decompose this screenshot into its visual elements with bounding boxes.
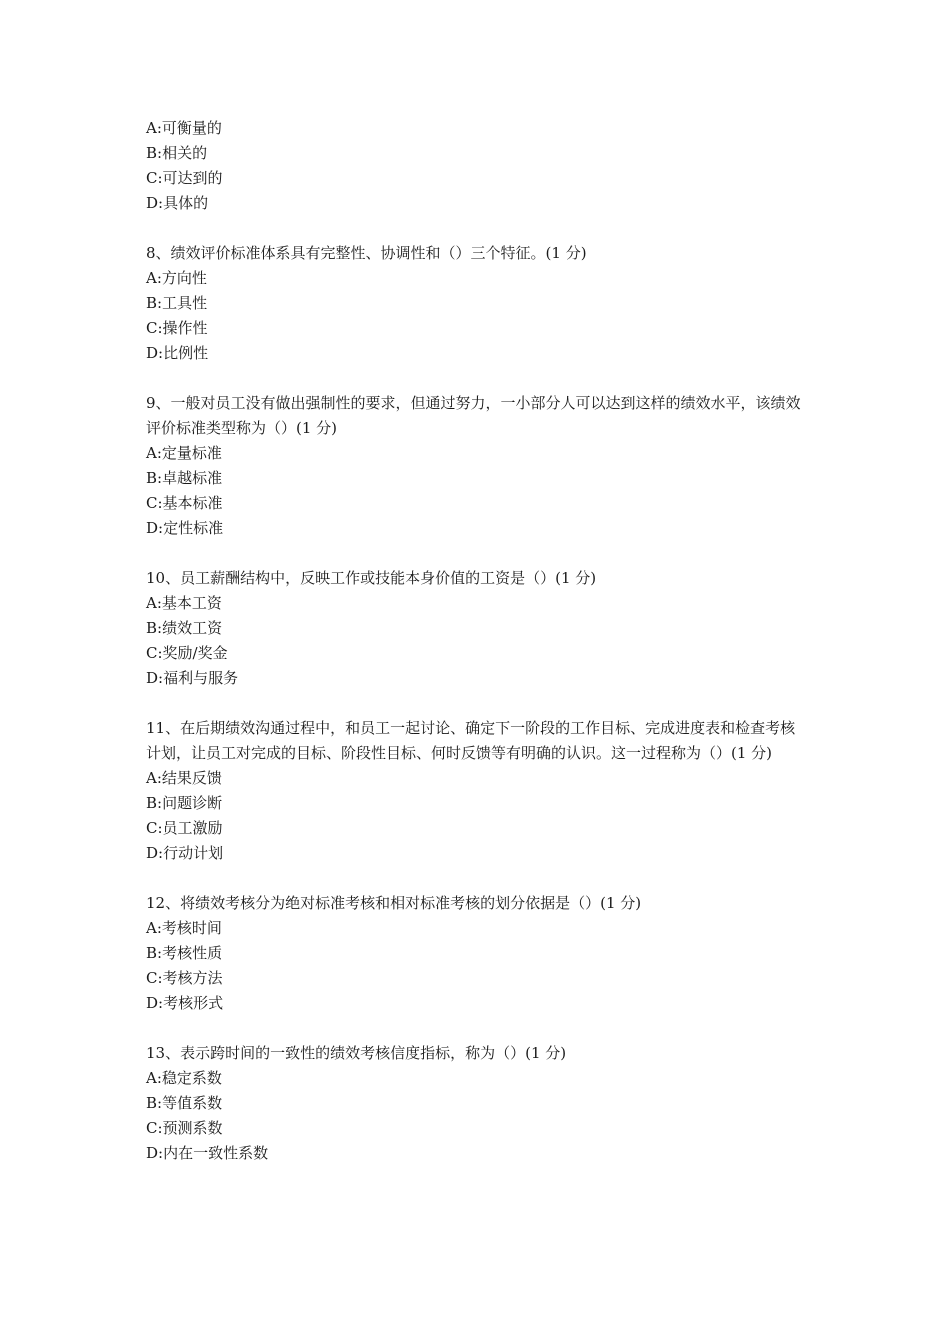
option-a: A:方向性 xyxy=(146,269,207,287)
option-d: D:行动计划 xyxy=(146,844,224,862)
option-b: B:问题诊断 xyxy=(146,794,223,812)
option-d: D:具体的 xyxy=(146,194,209,212)
option-c: C:操作性 xyxy=(146,319,208,337)
option-d: D:内在一致性系数 xyxy=(146,1144,269,1162)
question-11 xyxy=(146,716,810,866)
option-a: A:考核时间 xyxy=(146,919,222,937)
option-b: B:卓越标准 xyxy=(146,469,223,487)
option-a: A:可衡量的 xyxy=(146,119,222,137)
option-a: A:定量标准 xyxy=(146,444,222,462)
option-c: C:预测系数 xyxy=(146,1119,223,1137)
question-7-continued xyxy=(146,116,810,216)
option-b: B:相关的 xyxy=(146,144,208,162)
option-d: D:福利与服务 xyxy=(146,669,239,687)
option-d: D:比例性 xyxy=(146,344,209,362)
question-text: 13、表示跨时间的一致性的绩效考核信度指标，称为（）(1 分) xyxy=(146,1044,567,1062)
option-c: C:奖励/奖金 xyxy=(146,644,228,662)
option-d: D:考核形式 xyxy=(146,994,224,1012)
option-b: B:绩效工资 xyxy=(146,619,223,637)
question-12 xyxy=(146,891,810,1016)
option-c: C:基本标准 xyxy=(146,494,223,512)
option-c: C:员工激励 xyxy=(146,819,223,837)
question-text: 8、绩效评价标准体系具有完整性、协调性和（）三个特征。(1 分) xyxy=(146,244,587,262)
option-b: B:等值系数 xyxy=(146,1094,223,1112)
question-text: 9、一般对员工没有做出强制性的要求，但通过努力，一小部分人可以达到这样的绩效水平，该绩效评价标准类型称为（）(1 分) xyxy=(146,394,801,437)
question-9 xyxy=(146,391,810,541)
question-text: 12、将绩效考核分为绝对标准考核和相对标准考核的划分依据是（）(1 分) xyxy=(146,894,642,912)
question-8 xyxy=(146,241,810,366)
question-10 xyxy=(146,566,810,691)
option-a: A:稳定系数 xyxy=(146,1069,222,1087)
option-b: B:工具性 xyxy=(146,294,208,312)
option-d: D:定性标准 xyxy=(146,519,224,537)
question-text: 11、在后期绩效沟通过程中，和员工一起讨论、确定下一阶段的工作目标、完成进度表和检查考核计划，让员工对完成的目标、阶段性目标、何时反馈等有明确的认识。这一过程称为（）(1 分) xyxy=(146,719,796,762)
question-13 xyxy=(146,1041,810,1166)
option-a: A:基本工资 xyxy=(146,594,222,612)
question-list xyxy=(146,116,810,1191)
option-b: B:考核性质 xyxy=(146,944,223,962)
question-text: 10、员工薪酬结构中，反映工作或技能本身价值的工资是（）(1 分) xyxy=(146,569,597,587)
option-c: C:考核方法 xyxy=(146,969,223,987)
option-a: A:结果反馈 xyxy=(146,769,222,787)
option-c: C:可达到的 xyxy=(146,169,223,187)
